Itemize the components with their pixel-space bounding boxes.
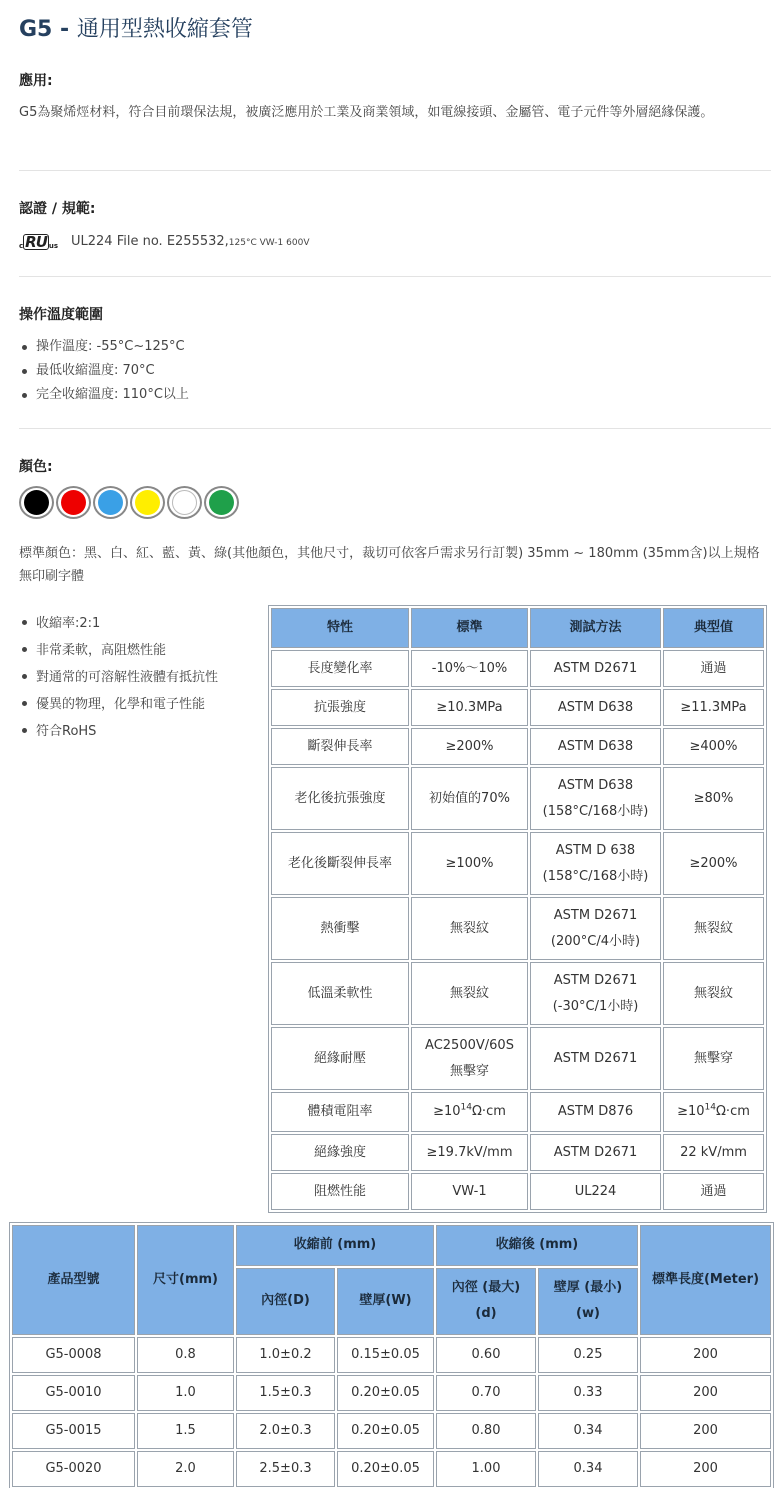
spec-cell-typical: ≥80% bbox=[663, 767, 764, 830]
color-swatch-red bbox=[56, 486, 91, 519]
spec-cell-property: 絕緣強度 bbox=[271, 1134, 409, 1171]
color-swatch-blue bbox=[93, 486, 128, 519]
list-item: 符合RoHS bbox=[22, 718, 218, 745]
application-text: G5為聚烯烴材料，符合目前環保法規，被廣泛應用於工業及商業領域，如電線接頭、金屬管、電子元件等外層絕緣保護。 bbox=[19, 105, 714, 120]
table-row bbox=[271, 1173, 764, 1210]
list-item: 操作溫度: -55°C~125°C bbox=[22, 335, 189, 359]
prod-cell-id-max: 0.60 bbox=[436, 1337, 536, 1373]
prod-cell-id-max: 1.00 bbox=[436, 1451, 536, 1487]
prod-cell-length: 200 bbox=[640, 1451, 771, 1487]
spec-cell-property: 阻燃性能 bbox=[271, 1173, 409, 1210]
prod-cell-model: G5-0020 bbox=[12, 1451, 135, 1487]
spec-cell-method: ASTM D2671 (200°C/4小時) bbox=[530, 897, 661, 960]
color-swatch-green bbox=[204, 486, 239, 519]
table-row bbox=[12, 1337, 771, 1373]
prod-header-id-max: 內徑 (最大) (d) bbox=[436, 1268, 536, 1335]
color-swatch-yellow bbox=[130, 486, 165, 519]
prod-cell-wall: 0.20±0.05 bbox=[337, 1413, 434, 1449]
spec-cell-property: 老化後抗張強度 bbox=[271, 767, 409, 830]
spec-cell-typical: 通過 bbox=[663, 1173, 764, 1210]
title-text: 通用型熱收縮套管 bbox=[76, 17, 253, 42]
table-row bbox=[271, 1134, 764, 1171]
spec-cell-typical: 通過 bbox=[663, 650, 764, 687]
spec-cell-standard: -10%～10% bbox=[411, 650, 528, 687]
prod-cell-length: 200 bbox=[640, 1337, 771, 1373]
prod-cell-size: 2.0 bbox=[137, 1451, 234, 1487]
prod-cell-wall-min: 0.33 bbox=[538, 1375, 638, 1411]
spec-cell-property: 抗張強度 bbox=[271, 689, 409, 726]
prod-header-length: 標準長度(Meter) bbox=[640, 1225, 771, 1335]
spec-cell-method: UL224 bbox=[530, 1173, 661, 1210]
spec-cell-typical: ≥400% bbox=[663, 728, 764, 765]
prod-cell-model: G5-0008 bbox=[12, 1337, 135, 1373]
list-item: 優異的物理，化學和電子性能 bbox=[22, 691, 218, 718]
color-swatch-white bbox=[167, 486, 202, 519]
temperature-heading: 操作溫度範圍 bbox=[19, 307, 103, 323]
certification-rating: 125°C VW-1 600V bbox=[228, 237, 310, 248]
table-row bbox=[271, 832, 764, 895]
spec-cell-standard: ≥19.7kV/mm bbox=[411, 1134, 528, 1171]
spec-header-method: 測試方法 bbox=[530, 608, 661, 648]
prod-cell-id-max: 0.80 bbox=[436, 1413, 536, 1449]
spec-cell-method: ASTM D2671 bbox=[530, 650, 661, 687]
colors-heading: 顏色: bbox=[19, 459, 53, 475]
prod-cell-size: 1.5 bbox=[137, 1413, 234, 1449]
prod-cell-model: G5-0010 bbox=[12, 1375, 135, 1411]
prod-cell-length: 200 bbox=[640, 1375, 771, 1411]
spec-cell-typical: 無裂紋 bbox=[663, 897, 764, 960]
spec-cell-standard: $\ge 10^{14}\Omega\cdot cm$ bbox=[411, 1092, 528, 1132]
spec-table bbox=[268, 605, 767, 1213]
spec-cell-standard: ≥200% bbox=[411, 728, 528, 765]
spec-cell-method: ASTM D2671 bbox=[530, 1027, 661, 1090]
spec-cell-typical: $\ge 10^{14}\Omega\cdot cm$ bbox=[663, 1092, 764, 1132]
prod-cell-id-max: 0.70 bbox=[436, 1375, 536, 1411]
list-item: 對通常的可溶解性液體有抵抗性 bbox=[22, 664, 218, 691]
product-table bbox=[9, 1222, 774, 1488]
divider bbox=[19, 276, 771, 277]
spec-cell-standard: 無裂紋 bbox=[411, 897, 528, 960]
unit: Ω·cm bbox=[716, 1104, 750, 1119]
prod-cell-wall-min: 0.34 bbox=[538, 1451, 638, 1487]
color-swatch-black bbox=[19, 486, 54, 519]
spec-cell-property: 長度變化率 bbox=[271, 650, 409, 687]
prod-header-id: 內徑(D) bbox=[236, 1268, 335, 1335]
application-heading: 應用: bbox=[19, 73, 53, 89]
certification-main: UL224 File no. E255532, bbox=[71, 233, 229, 249]
table-row bbox=[12, 1451, 771, 1487]
spec-cell-method: ASTM D 638 (158°C/168小時) bbox=[530, 832, 661, 895]
spec-cell-method: ASTM D876 bbox=[530, 1092, 661, 1132]
spec-header-standard: 標準 bbox=[411, 608, 528, 648]
spec-cell-standard: ≥100% bbox=[411, 832, 528, 895]
prod-header-size: 尺寸(mm) bbox=[137, 1225, 234, 1335]
prod-header-wall-min: 壁厚 (最小) (w) bbox=[538, 1268, 638, 1335]
prod-cell-model: G5-0015 bbox=[12, 1413, 135, 1449]
list-item: 收縮率:2:1 bbox=[22, 610, 218, 637]
table-row bbox=[12, 1375, 771, 1411]
certification-line bbox=[19, 231, 309, 251]
spec-cell-property: 熱衝擊 bbox=[271, 897, 409, 960]
spec-cell-typical: 22 kV/mm bbox=[663, 1134, 764, 1171]
spec-cell-method: ASTM D638 (158°C/168小時) bbox=[530, 767, 661, 830]
spec-cell-typical: 無裂紋 bbox=[663, 962, 764, 1025]
spec-cell-method: ASTM D2671 bbox=[530, 1134, 661, 1171]
spec-cell-standard: AC2500V/60S 無擊穿 bbox=[411, 1027, 528, 1090]
spec-cell-typical: ≥11.3MPa bbox=[663, 689, 764, 726]
table-row bbox=[271, 897, 764, 960]
list-item: 非常柔軟，高阻燃性能 bbox=[22, 637, 218, 664]
table-row bbox=[12, 1413, 771, 1449]
table-row bbox=[271, 767, 764, 830]
prod-cell-id: 1.0±0.2 bbox=[236, 1337, 335, 1373]
ul-recognized-logo: c RU us bbox=[19, 233, 59, 251]
spec-cell-typical: ≥200% bbox=[663, 832, 764, 895]
spec-cell-property: 低溫柔軟性 bbox=[271, 962, 409, 1025]
prod-cell-wall: 0.15±0.05 bbox=[337, 1337, 434, 1373]
spec-cell-standard: 無裂紋 bbox=[411, 962, 528, 1025]
prod-cell-id: 2.0±0.3 bbox=[236, 1413, 335, 1449]
prod-cell-id: 1.5±0.3 bbox=[236, 1375, 335, 1411]
spec-cell-method: ASTM D2671 (-30°C/1小時) bbox=[530, 962, 661, 1025]
color-swatches bbox=[19, 486, 239, 519]
exponent: 14 bbox=[460, 1102, 472, 1113]
spec-cell-standard: ≥10.3MPa bbox=[411, 689, 528, 726]
temperature-list bbox=[22, 335, 189, 407]
table-row bbox=[271, 728, 764, 765]
prod-header-after: 收縮後 (mm) bbox=[436, 1225, 638, 1266]
prod-cell-length: 200 bbox=[640, 1413, 771, 1449]
table-row bbox=[271, 689, 764, 726]
spec-cell-property: 體積電阻率 bbox=[271, 1092, 409, 1132]
spec-cell-method: ASTM D638 bbox=[530, 689, 661, 726]
prod-header-model: 產品型號 bbox=[12, 1225, 135, 1335]
divider bbox=[19, 170, 771, 171]
title-separator: - bbox=[52, 17, 77, 42]
spec-cell-method: ASTM D638 bbox=[530, 728, 661, 765]
prod-cell-wall: 0.20±0.05 bbox=[337, 1451, 434, 1487]
spec-cell-standard: 初始值的70% bbox=[411, 767, 528, 830]
features-list bbox=[22, 610, 218, 745]
prod-cell-size: 1.0 bbox=[137, 1375, 234, 1411]
prod-cell-wall: 0.20±0.05 bbox=[337, 1375, 434, 1411]
prod-header-before: 收縮前 (mm) bbox=[236, 1225, 434, 1266]
prod-cell-wall-min: 0.34 bbox=[538, 1413, 638, 1449]
spec-header-typical: 典型值 bbox=[663, 608, 764, 648]
divider bbox=[19, 428, 771, 429]
table-row bbox=[271, 650, 764, 687]
table-row bbox=[271, 962, 764, 1025]
spec-cell-standard: VW-1 bbox=[411, 1173, 528, 1210]
exponent: 14 bbox=[704, 1102, 716, 1113]
color-note: 標準顏色：黑、白、紅、藍、黃、綠(其他顏色，其他尺寸，裁切可依客戶需求另行訂製) 35mm ~ 180mm (35mm含)以上規格無印刷字體 bbox=[19, 546, 760, 584]
prod-cell-wall-min: 0.25 bbox=[538, 1337, 638, 1373]
certification-heading: 認證 / 規範: bbox=[19, 201, 96, 217]
prod-cell-size: 0.8 bbox=[137, 1337, 234, 1373]
spec-cell-property: 斷裂伸長率 bbox=[271, 728, 409, 765]
prod-header-wall: 壁厚(W) bbox=[337, 1268, 434, 1335]
list-item: 完全收縮溫度: 110°C以上 bbox=[22, 383, 189, 407]
unit: Ω·cm bbox=[472, 1104, 506, 1119]
table-row bbox=[271, 1027, 764, 1090]
prod-cell-id: 2.5±0.3 bbox=[236, 1451, 335, 1487]
model-code: G5 bbox=[19, 17, 53, 42]
spec-cell-property: 老化後斷裂伸長率 bbox=[271, 832, 409, 895]
table-row bbox=[271, 1092, 764, 1132]
spec-cell-typical: 無擊穿 bbox=[663, 1027, 764, 1090]
list-item: 最低收縮溫度: 70°C bbox=[22, 359, 189, 383]
page-title bbox=[19, 12, 253, 43]
spec-header-property: 特性 bbox=[271, 608, 409, 648]
spec-cell-property: 絕緣耐壓 bbox=[271, 1027, 409, 1090]
